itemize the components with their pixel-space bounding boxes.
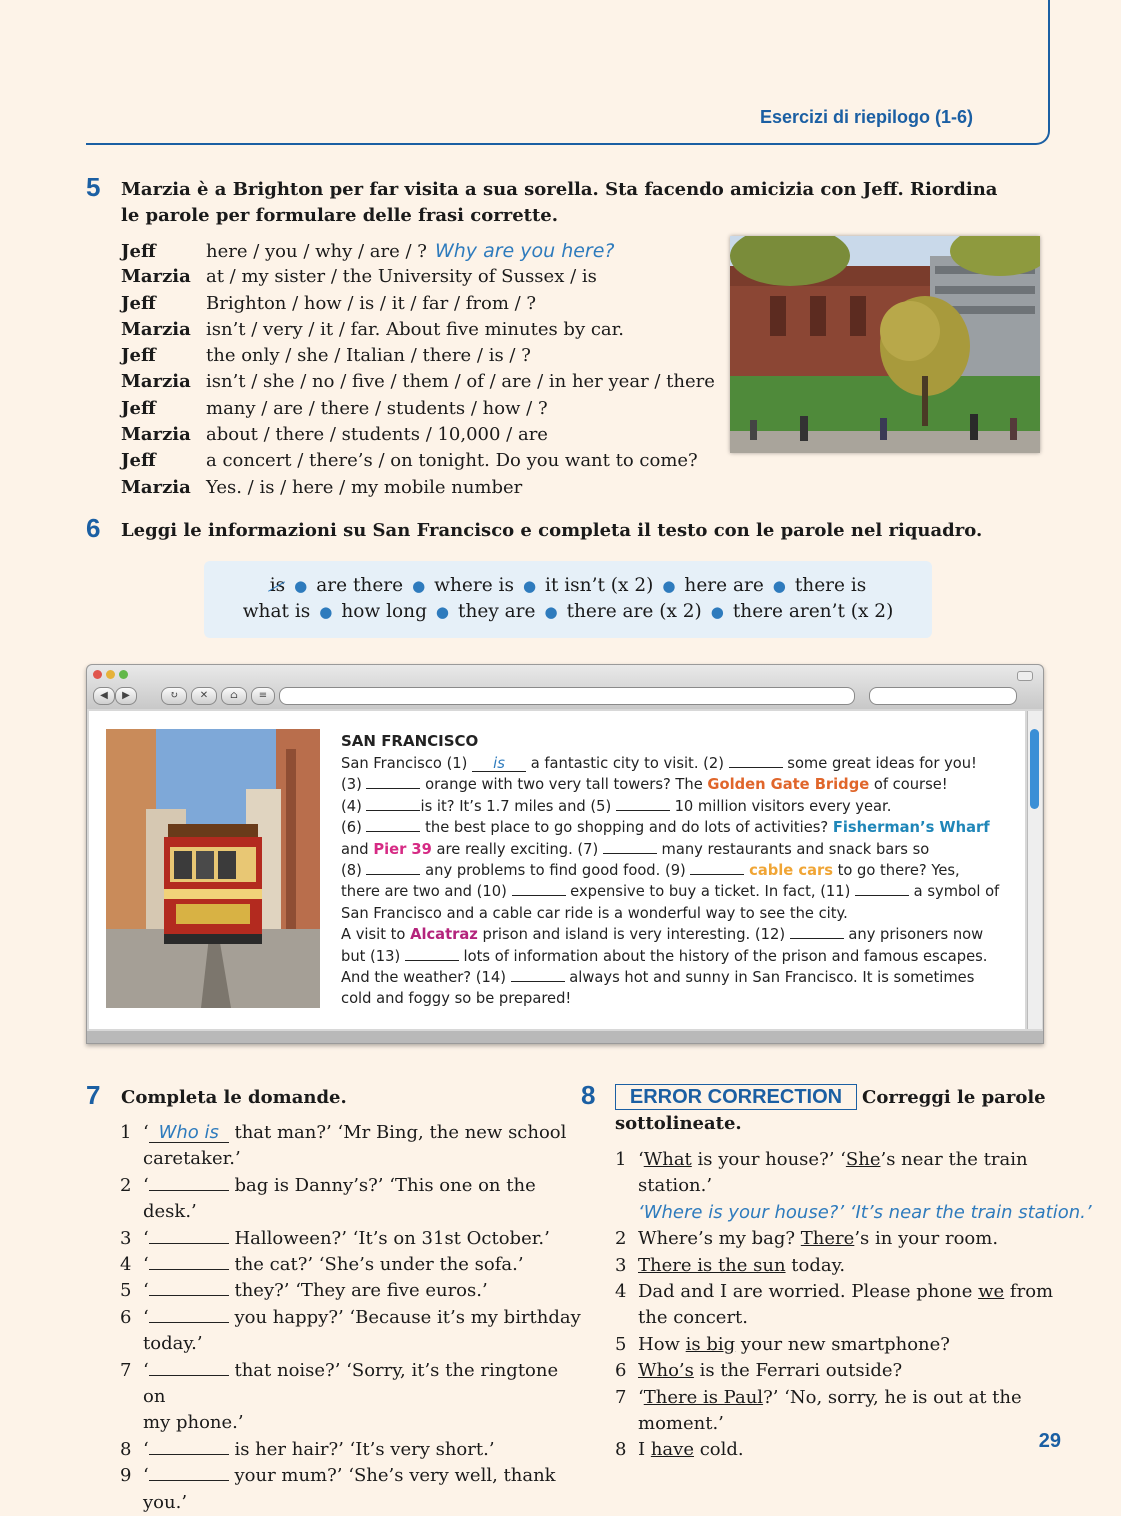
word-box: is ● are there ● where is ● it isn’t (x 2) ● here are ● there is what is ● how long ● they are ● there are (x 2) ● there aren’t (x 2): [204, 561, 932, 638]
blank: [149, 1281, 229, 1296]
word: how long: [341, 601, 427, 622]
san-francisco-article: SAN FRANCISCO San Francisco (1) is a fantastic city to visit. (2) some great ideas for you! (3) orange with two very tall towers? The Golden Gate Bridge of course! (4) is it? It’s 1.7 miles and (5) 10 million visitors every year. (6) the best place to go shopping and do lots of activities? Fisherman’s Wharf and Pier 39 are really exciting. (7) many restaurants and snack bars so (8) any problems to find good food. (9) cable cars to go there? Yes, there are two and (10) expensive to buy a ticket. In fact, (11) a symbol of San Francisco and a cable car ride is a wonderful way to see the city. A visit to Alcatraz prison and island is very interesting. (12) any prisoners now but (13) lots of information about the history of the prison and famous escapes. And the weather? (14) always hot and sunny in San Francisco. It is sometimes cold and foggy so be prepared!: [341, 729, 1021, 1010]
blank: [511, 968, 565, 982]
question-item: 7 ‘ that noise?’ ‘Sorry, it’s the ringtone on my phone.’: [120, 1359, 559, 1434]
browser-toolbar: [87, 665, 1043, 709]
browser-window: [86, 664, 1044, 1044]
handwritten-answer: Who is: [149, 1124, 229, 1143]
word: there are (x 2): [566, 601, 702, 622]
cable-car-photo: [106, 729, 320, 1008]
blank: [512, 882, 566, 896]
blank: [603, 840, 657, 854]
correction-item: 3 There is the sun today.: [615, 1254, 846, 1276]
question-item: 2 ‘ bag is Danny’s?’ ‘This one on the desk.’: [120, 1174, 536, 1223]
minimize-window-button[interactable]: [106, 670, 115, 679]
bookmarks-icon[interactable]: ≡: [251, 687, 275, 705]
correction-item: 1 ‘What is your house?’ ‘She’s near the train station.’ ‘Where is your house?’ ‘It’s near the train station.’: [615, 1149, 1092, 1223]
word: what is: [242, 601, 311, 622]
word: here are: [684, 575, 764, 596]
dialogue-line: Marzia at / my sister / the University of Sussex / is: [121, 266, 597, 288]
highlight-fishermans-wharf: Fisherman’s Wharf: [832, 819, 990, 837]
question-item: 9 ‘ your mum?’ ‘She’s very well, thank you.’: [120, 1465, 556, 1513]
filled-answer: is: [472, 757, 526, 772]
exercise-8-instruction-cont: sottolineate.: [615, 1113, 742, 1134]
highlight-golden-gate: Golden Gate Bridge: [707, 776, 870, 794]
blank: [149, 1308, 229, 1323]
word: there is: [794, 575, 867, 596]
blank: [690, 861, 744, 875]
question-item: 4 ‘ the cat?’ ‘She’s under the sofa.’: [120, 1254, 524, 1276]
blank: [149, 1229, 229, 1244]
blank: [729, 754, 783, 768]
university-campus-photo: [730, 236, 1040, 453]
question-item: 8 ‘ is her hair?’ ‘It’s very short.’: [120, 1438, 495, 1460]
blank: [790, 925, 844, 939]
blank: [616, 797, 670, 811]
handwritten-answer: ‘Where is your house?’ ‘It’s near the train station.’: [638, 1201, 1092, 1223]
blank: [149, 1466, 229, 1481]
scrollbar-thumb[interactable]: [1030, 729, 1039, 809]
word: where is: [434, 575, 514, 596]
exercise-8-sentences: [615, 1147, 1092, 1464]
dialogue-line: Jeff a concert / there’s / on tonight. Do you want to come?: [121, 450, 698, 472]
blank: [405, 947, 459, 961]
blank: [149, 1440, 229, 1455]
exercise-6-instruction: Leggi le informazioni su San Francisco e completa il testo con le parole nel riquadro.: [121, 520, 983, 541]
dialogue-line: Marzia isn’t / very / it / far. About five minutes by car.: [121, 318, 624, 340]
correction-item: 2 Where’s my bag? There’s in your room.: [615, 1228, 999, 1250]
error-correction-tag: ERROR CORRECTION: [615, 1084, 857, 1110]
word: there aren’t (x 2): [732, 601, 894, 622]
back-arrow-icon[interactable]: ◀: [93, 687, 115, 705]
correction-item: 8 I have cold.: [615, 1439, 744, 1461]
word-used: is: [269, 575, 286, 596]
blank: [149, 1176, 229, 1191]
stop-icon[interactable]: ✕: [191, 687, 217, 705]
exercise-8-instruction: Correggi le parole: [862, 1087, 1046, 1108]
correction-item: 5 How is big your new smartphone?: [615, 1333, 950, 1355]
exercise-5-dialogue: [121, 238, 721, 501]
blank: [855, 882, 909, 896]
exercise-7-questions: [120, 1120, 585, 1516]
word: it isn’t (x 2): [545, 575, 654, 596]
dialogue-line: Jeff here / you / why / are / ? Why are you here?: [121, 240, 615, 262]
page-scrollbar[interactable]: [1027, 711, 1042, 1029]
question-item: 1 ‘ Who is that man?’ ‘Mr Bing, the new school caretaker.’: [120, 1122, 567, 1170]
highlight-pier-39: Pier 39: [373, 840, 432, 858]
handwritten-answer: Why are you here?: [434, 240, 615, 262]
exercise-6-number: 6: [86, 513, 101, 543]
search-field[interactable]: [869, 687, 1017, 705]
highlight-alcatraz: Alcatraz: [410, 926, 478, 944]
address-bar[interactable]: [279, 687, 855, 705]
blank: [366, 818, 420, 832]
dialogue-line: Jeff Brighton / how / is / it / far / from / ?: [121, 292, 537, 314]
page-number: 29: [1038, 1430, 1061, 1452]
dialogue-line: Marzia about / there / students / 10,000 / are: [121, 424, 548, 446]
word: are there: [316, 575, 404, 596]
dialogue-line: Jeff many / are / there / students / how / ?: [121, 397, 548, 419]
web-page: [89, 711, 1025, 1029]
reload-icon[interactable]: ↻: [161, 687, 187, 705]
blank: [366, 775, 420, 789]
browser-status-bar: [87, 1031, 1043, 1043]
blank: [366, 797, 420, 811]
close-window-button[interactable]: [93, 670, 102, 679]
exercise-5-number: 5: [86, 172, 101, 202]
exercise-7-instruction: Completa le domande.: [121, 1087, 347, 1108]
exercise-7-number: 7: [86, 1080, 101, 1110]
blank: [149, 1255, 229, 1270]
article-title: SAN FRANCISCO: [341, 732, 479, 750]
dialogue-line: Jeff the only / she / Italian / there / is / ?: [121, 345, 531, 367]
exercise-5-instruction: Marzia è a Brighton per far visita a sua sorella. Sta facendo amicizia con Jeff. Riordina le parole per formulare delle frasi corrette.: [121, 179, 998, 226]
forward-arrow-icon[interactable]: ▶: [115, 687, 137, 705]
blank: [149, 1361, 229, 1376]
section-title: Esercizi di riepilogo (1-6): [759, 107, 973, 127]
exercise-8-number: 8: [581, 1080, 596, 1110]
question-item: 5 ‘ they?’ ‘They are five euros.’: [120, 1280, 488, 1302]
toolbar-toggle-icon[interactable]: [1017, 671, 1033, 681]
correction-item: 6 Who’s is the Ferrari outside?: [615, 1360, 903, 1382]
word: they are: [458, 601, 536, 622]
maximize-window-button[interactable]: [119, 670, 128, 679]
question-item: 3 ‘ Halloween?’ ‘It’s on 31st October.’: [120, 1227, 550, 1249]
correction-item: 4 Dad and I are worried. Please phone we from the concert.: [615, 1281, 1054, 1329]
dialogue-line: Marzia isn’t / she / no / five / them / of / are / in her year / there: [121, 371, 715, 393]
dialogue-line: Marzia Yes. / is / here / my mobile number: [121, 476, 523, 498]
home-icon[interactable]: ⌂: [221, 687, 247, 705]
blank: [366, 861, 420, 875]
question-item: 6 ‘ you happy?’ ‘Because it’s my birthday today.’: [120, 1306, 581, 1355]
highlight-cable-cars: cable cars: [749, 861, 833, 879]
correction-item: 7 ‘There is Paul?’ ‘No, sorry, he is out at the moment.’: [615, 1386, 1022, 1435]
